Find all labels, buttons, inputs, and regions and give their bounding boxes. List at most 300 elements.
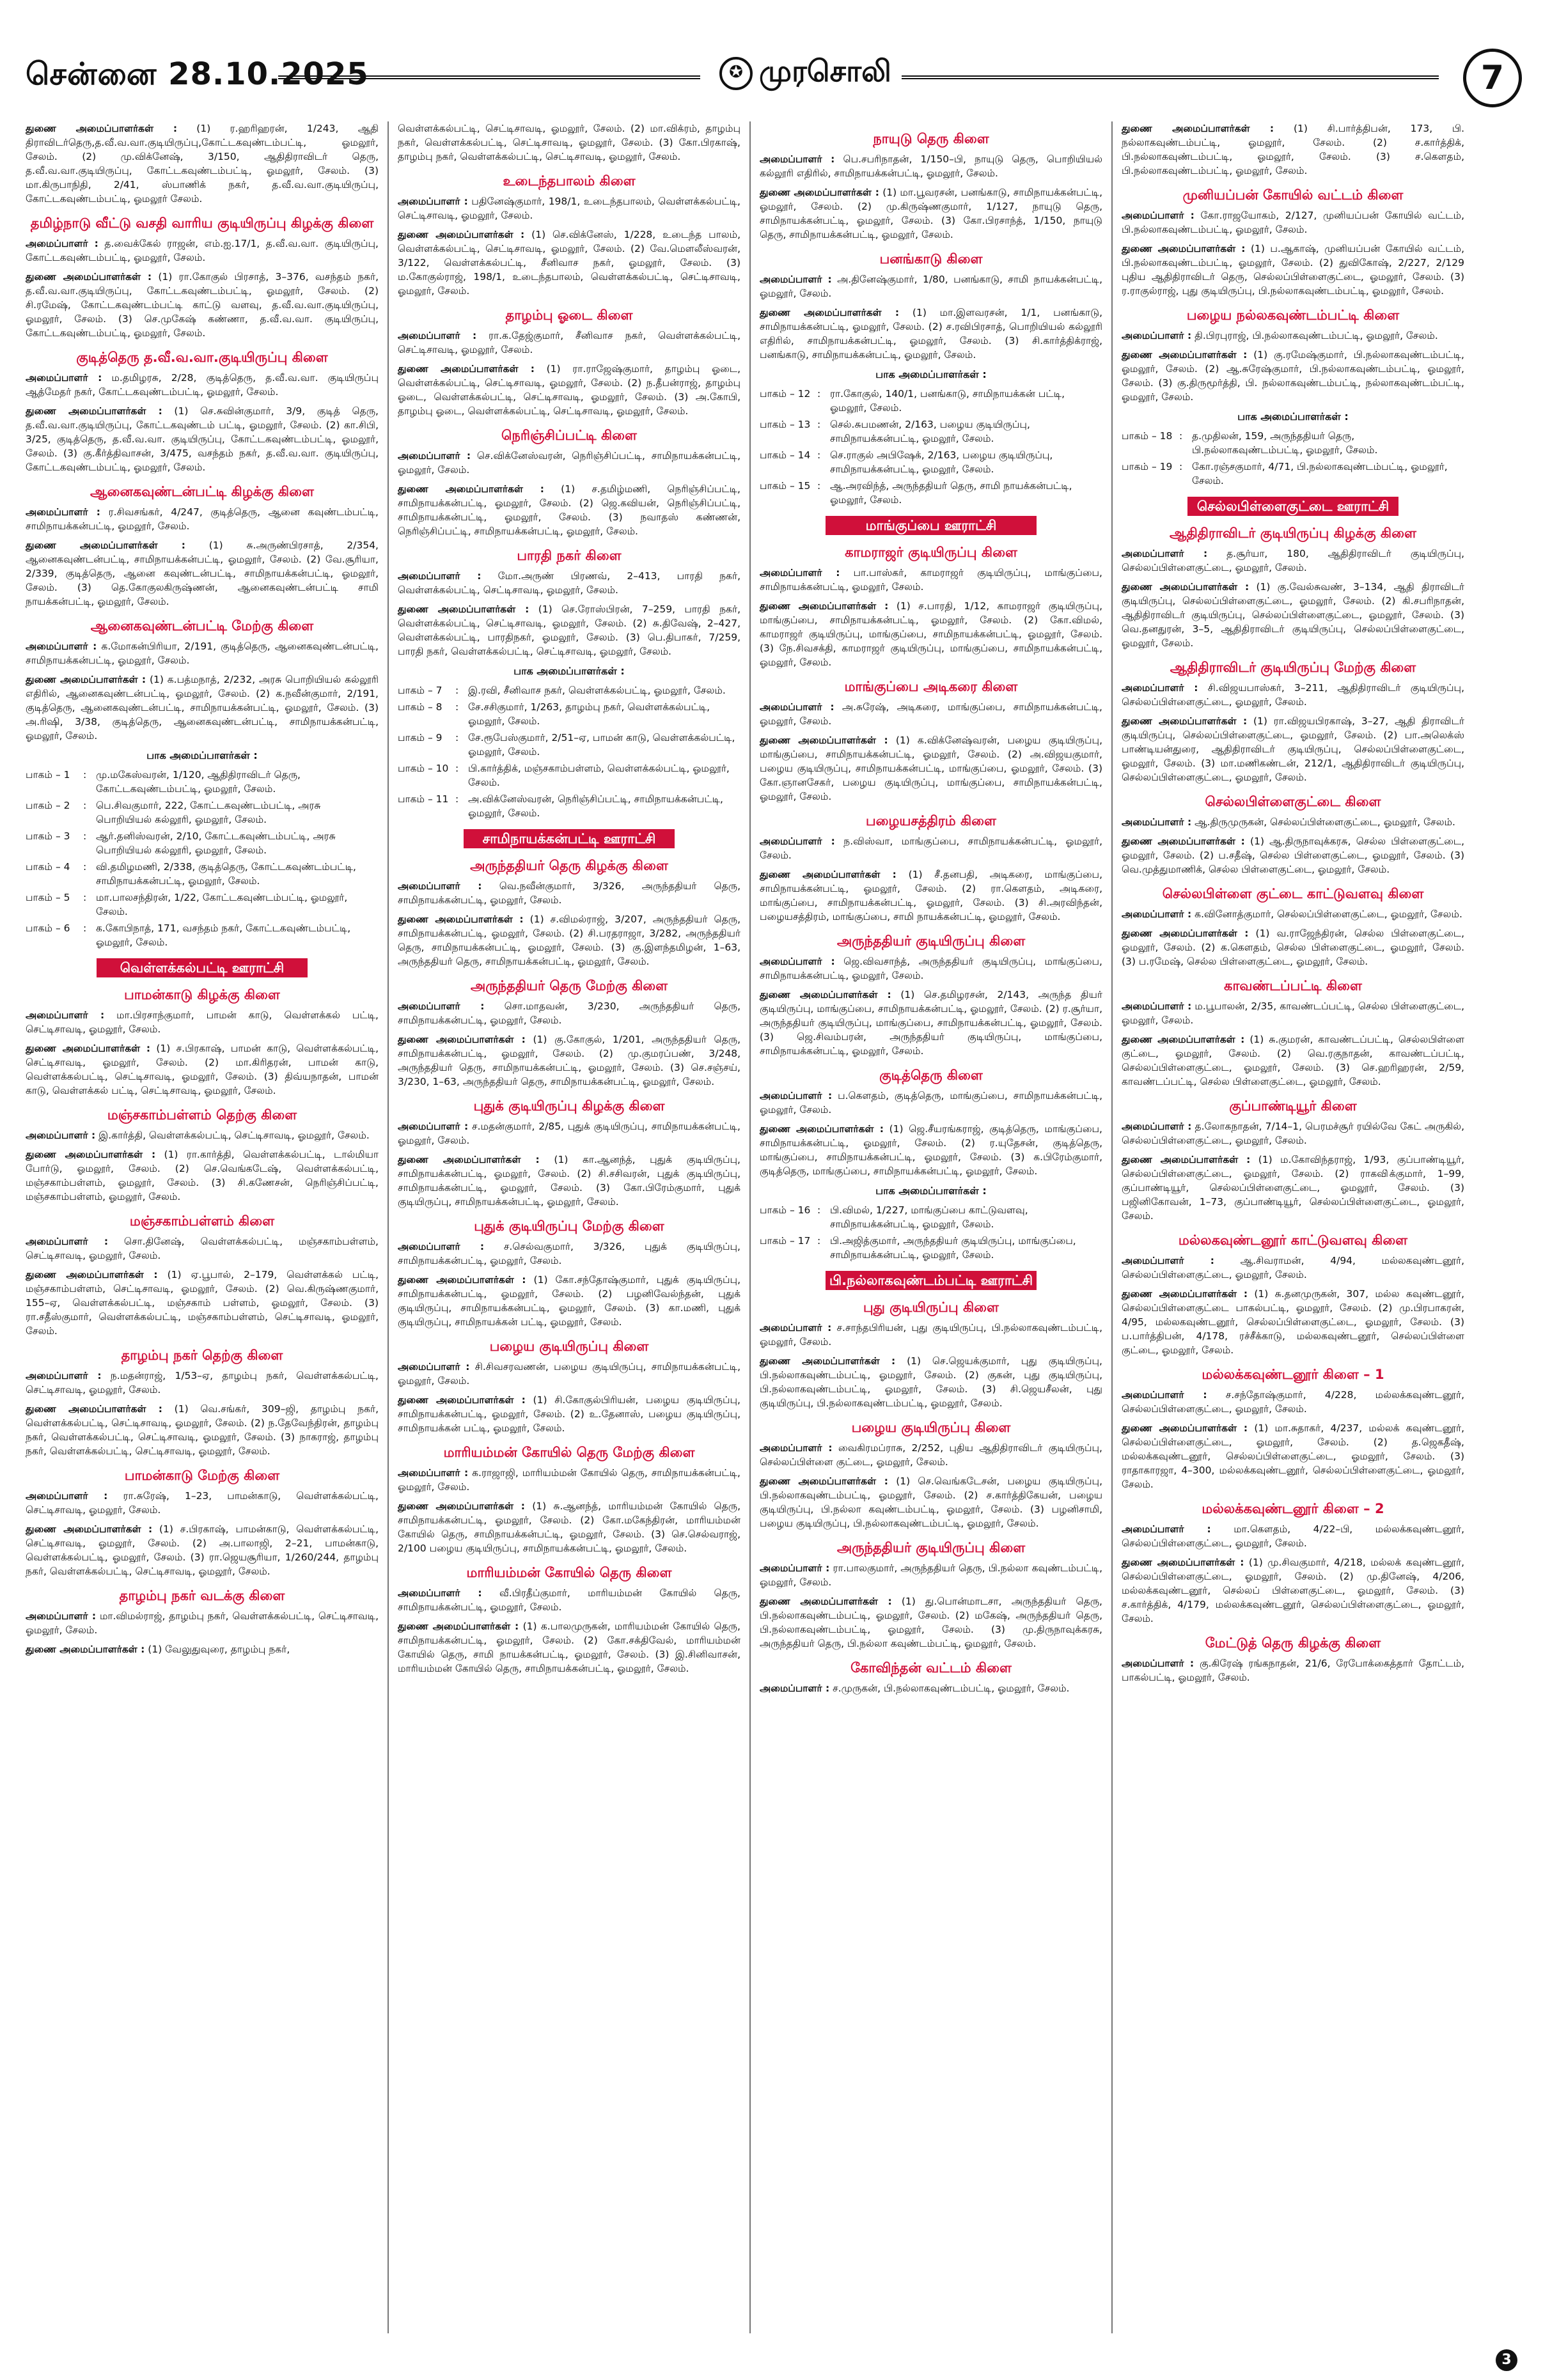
role-label: துணை அமைப்பாளர்கள் : [398, 229, 525, 240]
role-label: துணை அமைப்பாளர்கள் : [1122, 243, 1246, 254]
branch-heading: நாயுடு தெரு கிளை [873, 131, 989, 146]
booth-separator: : [83, 861, 87, 873]
office-bearer-entry [398, 449, 740, 477]
entry-text: இ.கார்த்தி, வெள்ளக்கல்பட்டி, செட்டிசாவடி, ஓமலூர், சேலம். [98, 1130, 370, 1141]
booth-row [398, 791, 740, 821]
role-label: அமைப்பாளர் : [26, 641, 97, 652]
branch-heading: தாழம்பு நகர் தெற்கு கிளை [121, 1348, 283, 1363]
office-bearer-entry [26, 1268, 379, 1338]
panchayat-banner: சாமிநாயக்கன்பட்டி ஊராட்சி [464, 829, 675, 848]
role-label: அமைப்பாளர் : [398, 880, 482, 892]
entry-text: (1) மா.பூவரசன், பனங்காடு, சாமிநாயக்கன்பட்டி, ஓமலூர், சேலம். (2) மு.கிருஷ்ணகுமார், 1/127, நாயுடு தெரு, சாமிநாயக்கன்பட்டி, ஓமலூர், சேலம். (3) கோ.பிரசாந்த், 1/150, நாயுடு தெரு, சாமிநாயக்கன்பட்டி, ஓமலூர், சேலம். [760, 187, 1102, 240]
entry-text: சி.சிவசரவணன், பழைய குடியிருப்பு, சாமிநாயக்கன்பட்டி, ஓமலூர், சேலம். [398, 1361, 740, 1387]
branch-heading: அருந்ததியர் தெரு கிழக்கு கிளை [470, 858, 668, 873]
office-bearer-entry [1122, 208, 1464, 237]
entry-text: (1) மா.இளவரசன், 1/1, பனங்காடு, சாமிநாயக்கன்பட்டி, ஓமலூர், சேலம். (2) ச.ரவிபிரசாத், பொறியியல் கல்லூரி எதிரில், சாமிநாயக்கன்பட்டி, ஓமலூர், சேலம். (3) சி.கார்த்திக்ராஜ், பனங்காடு, சாமிநாயக்கன்பட்டி, ஓமலூர், சேலம். [760, 307, 1102, 361]
entry-text: (1) கு.வேல்சுவண், 3–134, ஆதி திராவிடர் குடியிருப்பு, செல்லப்பிள்ளைகுட்டை, ஓமலூர், சேலம். (2) கி.சபரிநாதன், ஆதிதிராவிடர் குடியிருப்பு, செல்லப்பிள்ளைகுட்டை, ஓமலூர், சேலம். (3) வெ.தனதுரன், 3–5, ஆதிதிராவிடர் குடியிருப்பு, செல்லப்பிள்ளைகுட்டை, ஓமலூர், சேலம். [1122, 581, 1464, 649]
entry-text: (1) ஆ.திருநாவுக்கரசு, செல்ல பிள்ளைகுட்டை, ஓமலூர், சேலம். (2) ப.சதீஷ், செல்ல பிள்ளைகுட்டை, ஓமலூர், சேலம். (3) வெ.முத்துமாணிக், செல்ல பிள்ளைகுட்டை, ஓமலூர், சேலம். [1122, 836, 1464, 875]
branch-heading: தாழம்பு ஓடை கிளை [505, 307, 633, 323]
entry-text: (1) ஏ.பூபால், 2–179, வெள்ளக்கல் பட்டி, மஞ்சகாம்பள்ளம், செட்டிசாவடி, ஓமலூர், சேலம். (2) வெ.கிருஷ்ணகுமார், 155–ஏ, வெள்ளக்கல்பட்டி, மஞ்சகாம் பள்ளம், ஓமலூர், சேலம். (3) ரா.சதீஸ்குமார், வெள்ளக்கல்பட்டி, மஞ்சகாம்பள்ளம், செட்டிசாவடி, ஓமலூர், சேலம். [26, 1269, 379, 1337]
entry-text: (1) ச.பிரகாஷ், பாமன்காடு, வெள்ளக்கல்பட்டி, செட்டிசாவடி, ஓமலூர், சேலம். (2) அ.பாலாஜி, 2–21, பாமன்காடு, வெள்ளக்கல்பட்டி, ஓமலூர், சேலம். (3) ரா.ஜெயசூரியா, 1/260/244, தாழம்பு நகர், வெள்ளக்கல்பட்டி, செட்டிசாவடி, ஓமலூர், சேலம். [26, 1523, 379, 1577]
branch-heading: குப்பாண்டியூர் கிளை [1229, 1098, 1357, 1114]
entry-text: (1) ச.தமிழ்மணி, நெரிஞ்சிப்பட்டி, சாமிநாயக்கன்பட்டி, ஓமலூர், சேலம். (2) ஜெ.கவியன், நெரிஞ்சிப்பட்டி, சாமிநாயக்கன்பட்டி, ஓமலூர், சேலம். (3) நவாதஸ் கண்ணன், நெரிஞ்சிப்பட்டி, சாமிநாயக்கன்பட்டி, ஓமலூர், சேலம். [398, 483, 740, 537]
entry-text: ம.தமிழரசு, 2/28, குடித்தெரு, த.வீ.வ.வா. குடியிருப்பு ஆத்மேதர் நகர், கோட்டகவுண்டம்பட்டி, ஓமலூர், சேலம். [26, 372, 379, 398]
office-bearer-entry [26, 673, 379, 743]
branch-heading: பாரதி நகர் கிளை [517, 548, 622, 563]
role-label: துணை அமைப்பாளர்கள் : [26, 1043, 151, 1054]
booth-number: பாகம் – 7 [398, 685, 443, 696]
booth-agent: க.கோபிநாத், 171, வசந்தம் நகர், கோட்டகவுண்டம்பட்டி, ஓமலூர், சேலம். [96, 922, 351, 948]
booth-number: பாகம் – 14 [760, 449, 811, 461]
booth-agent: இ.ரவி, சீனிவாச நகர், வெள்ளக்கல்பட்டி, ஓமலூர், சேலம். [468, 685, 726, 696]
entry-text: (1) வெ.சங்கர், 309–ஜி, தாழம்பு நகர், வெள்ளக்கல்பட்டி, செட்டிசாவடி, ஓமலூர், சேலம். (2) ந.தேவேந்திரன், தாழம்பு நகர், வெள்ளக்கல்பட்டி, செட்டிசாவடி, ஓமலூர், சேலம். (3) நாகராஜ், தாழம்பு நகர், வெள்ளக்கல்பட்டி, செட்டிசாவடி, ஓமலூர், சேலம். [26, 1403, 379, 1457]
office-bearer-entry [760, 733, 1102, 804]
role-label: அமைப்பாளர் : [26, 1130, 96, 1141]
office-bearer-entry [398, 602, 740, 658]
role-label: துணை அமைப்பாளர்கள் : [398, 1274, 526, 1286]
booth-row [26, 889, 379, 920]
office-bearer-entry [398, 569, 740, 597]
office-bearer-entry [26, 1489, 379, 1517]
booth-table [26, 766, 379, 951]
office-bearer-entry [398, 482, 740, 538]
branch-heading: கோவிந்தன் வட்டம் கிளை [850, 1660, 1012, 1676]
branch-heading: அருந்ததியர் குடியிருப்பு கிளை [836, 1540, 1026, 1555]
role-label: துணை அமைப்பாளர்கள் : [760, 1355, 896, 1367]
entry-text: ச.சாந்தபிரியன், புது குடியிருப்பு, பி.நல்லாகவுண்டம்பட்டி, ஓமலூர், சேலம். [760, 1322, 1103, 1348]
role-label: அமைப்பாளர் : [398, 1467, 469, 1479]
branch-heading: அருந்ததியர் தெரு மேற்கு கிளை [470, 978, 668, 993]
role-label: துணை அமைப்பாளர்கள் : [26, 1149, 156, 1160]
role-label: துணை அமைப்பாளர்கள் : [1122, 928, 1249, 939]
office-bearer-entry [1122, 714, 1464, 784]
office-bearer-entry [1122, 348, 1464, 404]
entry-text: சொ.மாதவன், 3/230, அருந்ததியர் தெரு, சாமிநாயக்கன்பட்டி, ஓமலூர், சேலம். [398, 1000, 740, 1026]
office-bearer-entry [26, 1609, 379, 1637]
office-bearer-entry [398, 1032, 740, 1089]
booth-agent: ரா.கோகுல், 140/1, பனங்காடு, சாமிநாயக்கன் பட்டி, ஓமலூர், சேலம். [830, 388, 1065, 414]
role-label: துணை அமைப்பாளர்கள் : [760, 735, 888, 746]
entry-text: (1) க.பாலமுருகன், மாரியம்மன் கோயில் தெரு, சாமிநாயக்கன்பட்டி, ஓமலூர், சேலம். (2) கோ.சக்திவேல், மாரியம்மன் கோயில் தெரு, சாமி நாயக்கன்பட்டி, ஓமலூர், சேலம். (3) இ.சினிவாசன், மாரியம்மன் கோயில் தெரு, சாமிநாயக்கன்பட்டி, ஓமலூர், சேலம். [398, 1621, 740, 1674]
office-bearer-entry [1122, 1254, 1464, 1282]
branch-heading: பாமன்காடு மேற்கு கிளை [124, 1468, 280, 1483]
role-label: அமைப்பாளர் : [760, 1090, 833, 1101]
booth-number: பாகம் – 16 [760, 1204, 811, 1216]
entry-text: (1) ச.பிரகாஷ், பாமன் காடு, வெள்ளக்கல்பட்டி, செட்டிசாவடி, ஓமலூர், சேலம். (2) மா.கிரிதரன், பாமன் காடு, வெள்ளக்கல்பட்டி, செட்டிசாவடி, ஓமலூர், சேலம். (3) திவ்யநாதன், பாமன் காடு, வெள்ளக்கல் பட்டி, செட்டிசாவடி, ஓமலூர், சேலம். [26, 1043, 379, 1096]
role-label: அமைப்பாளர் : [760, 274, 832, 285]
role-label: துணை அமைப்பாளர்கள் : [398, 1034, 526, 1045]
entry-text: ம.பூபாலன், 2/35, காவண்டப்பட்டி, செல்ல பிள்ளைகுட்டை, ஓமலூர், சேலம். [1122, 1000, 1464, 1026]
role-label: அமைப்பாளர் : [1122, 210, 1194, 221]
entry-text: (1) கு.ரமேஷ்குமார், பி.நல்லாகவுண்டம்பட்டி, ஓமலூர், சேலம். (2) ஆ.சுரேஷ்குமார், பி.நல்லாகவுண்டம்பட்டி, ஓமலூர், சேலம். (3) கு.திருமூர்த்தி, பி. நல்லாகவுண்டம்பட்டி, நல்லாகவுண்டம்பட்டி, ஓமலூர், சேலம். [1122, 349, 1464, 403]
booth-table [1122, 428, 1464, 489]
office-bearer-entry [760, 1441, 1102, 1469]
entry-text: (1) சி.கோகுல்பிரியன், பழைய குடியிருப்பு, சாமிநாயக்கன்பட்டி, ஓமலூர், சேலம். (2) உ.தேனாஸ், பழைய குடியிருப்பு, சாமிநாயக்கன் பட்டி, ஓமலூர், சேலம். [398, 1394, 740, 1434]
office-bearer-entry [26, 1642, 379, 1656]
booth-row [398, 699, 740, 729]
role-label: அமைப்பாளர் : [1122, 1389, 1207, 1401]
booth-row [760, 478, 1102, 508]
entry-text: (1) சி.பார்த்திபன், 173, பி. நல்லாகவுண்டம்பட்டி, ஓமலூர், சேலம். (2) ச.கார்த்திக், பி.நல்லாகவுண்டம்பட்டி, ஓமலூர், சேலம். (3) ச.கௌதம், பி.நல்லாகவுண்டம்பட்டி, ஓமலூர், சேலம். [1122, 123, 1464, 176]
office-bearer-entry [398, 1240, 740, 1268]
office-bearer-entry [26, 1234, 379, 1263]
panchayat-banner: பி.நல்லாகவுண்டம்பட்டி ஊராட்சி [826, 1271, 1037, 1290]
office-bearer-entry [26, 270, 379, 340]
office-bearer-entry [1122, 1421, 1464, 1491]
role-label: அமைப்பாளர் : [760, 153, 835, 165]
role-label: அமைப்பாளர் : [26, 1009, 105, 1021]
role-label: அமைப்பாளர் : [1122, 682, 1198, 694]
role-label: அமைப்பாளர் : [26, 372, 102, 384]
office-bearer-entry [1122, 1522, 1464, 1550]
office-bearer-entry [1122, 907, 1464, 921]
office-bearer-entry [760, 988, 1102, 1058]
booth-separator: : [455, 793, 459, 805]
role-label: அமைப்பாளர் : [26, 1490, 108, 1502]
booth-row [26, 766, 379, 797]
branch-heading: புதுக் குடியிருப்பு மேற்கு கிளை [474, 1218, 664, 1234]
page-mark: 3 [1496, 2349, 1517, 2371]
role-label: துணை அமைப்பாளர்கள் : [760, 600, 889, 612]
entry-text: செ.விக்னேஸ்வரன், நெரிஞ்சிப்பட்டி, சாமிநாயக்கன்பட்டி, ஓமலூர், சேலம். [398, 450, 740, 476]
booth-agent: ஆர்.தனிஸ்வரன், 2/10, கோட்டகவுண்டம்பட்டி, அரசு பொறியியல் கல்லூரி, ஓமலூர், சேலம். [96, 830, 336, 856]
branch-heading: ஆனைகவுண்டன்பட்டி மேற்கு கிளை [90, 618, 314, 634]
role-label: துணை அமைப்பாளர்கள் : [26, 540, 185, 551]
entry-text: சொ.தினேஷ், வெள்ளக்கல்பட்டி, மஞ்சகாம்பள்ளம், செட்டிசாவடி, ஓமலூர், சேலம். [26, 1236, 379, 1261]
office-bearer-entry [1122, 1656, 1464, 1684]
entry-text: (1) செ.ஜெயக்குமார், புது குடியிருப்பு, பி.நல்லாகவுண்டம்பட்டி, ஓமலூர், சேலம். (2) குகன், புது குடியிருப்பு, பி.நல்லாகவுண்டம்பட்டி, ஓமலூர், சேலம். (3) சி.ஜெயசீலன், புது குடியிருப்பு, பி.நல்லாகவுண்டம்பட்டி, ஓமலூர், சேலம். [760, 1355, 1102, 1409]
role-label: துணை அமைப்பாளர்கள் : [398, 1394, 526, 1406]
booth-number: பாகம் – 10 [398, 763, 449, 774]
column-1 [26, 121, 388, 2333]
panchayat-banner: வெள்ளக்கல்பட்டி ஊராட்சி [97, 958, 308, 977]
booth-separator: : [455, 701, 459, 713]
office-bearer-entry [1122, 1555, 1464, 1626]
entry-text: வீ.பிரதீப்குமார், மாரியம்மன் கோயில் தெரு, சாமிநாயக்கன்பட்டி, ஓமலூர், சேலம். [398, 1587, 740, 1613]
booth-number: பாகம் – 3 [26, 830, 70, 842]
branch-heading: பழைய குடியிருப்பு கிளை [489, 1339, 649, 1354]
entry-text: த.லோகநாதன், 7/14–1, பெரமச்சூர் ரயில்வே கேட் அருகில், செல்லப்பிள்ளைகுட்டை, ஓமலூர், சேலம். [1122, 1121, 1464, 1146]
booth-number: பாகம் – 17 [760, 1235, 811, 1247]
office-bearer-entry [398, 999, 740, 1027]
booth-table [760, 385, 1102, 508]
booth-number: பாகம் – 11 [398, 793, 449, 805]
article-columns [26, 121, 1522, 2333]
branch-heading: மஞ்சகாம்பள்ளம் தெற்கு கிளை [107, 1107, 297, 1123]
role-label: அமைப்பாளர் : [1122, 548, 1208, 559]
office-bearer-entry [26, 121, 379, 206]
column-3 [749, 121, 1111, 2333]
booth-row [26, 797, 379, 828]
entry-text: (1) வேலுதுவுரை, தாழம்பு நகர், [148, 1644, 290, 1655]
office-bearer-entry [26, 1522, 379, 1578]
role-label: துணை அமைப்பாளர்கள் : [26, 271, 152, 283]
entry-text: (1) வ.ராஜேந்திரன், செல்ல பிள்ளைகுட்டை, ஓமலூர், சேலம். (2) க.கௌதம், செல்ல பிள்ளைகுட்டை, ஓமலூர், சேலம். (3) ப.ரமேஷ், செல்ல பிள்ளைகுட்டை, ஓமலூர், சேலம். [1122, 928, 1464, 967]
office-bearer-entry [760, 566, 1102, 594]
branch-heading: ஆதிதிராவிடர் குடியிருப்பு கிழக்கு கிளை [1170, 525, 1416, 541]
role-label: அமைப்பாளர் : [398, 450, 471, 462]
booth-subheading: பாக அமைப்பாளர்கள் : [875, 368, 987, 380]
entry-text: ரா.க.தேஜ்குமார், சீனிவாச நகர், வெள்ளக்கல்பட்டி, செட்டிசாவடி, ஓமலூர், சேலம். [398, 330, 740, 355]
booth-agent: பி.கார்த்திக், மஞ்சகாம்பள்ளம், வெள்ளக்கல்பட்டி, ஓமலூர், சேலம். [468, 763, 730, 788]
booth-agent: பி.அஜித்குமார், அருந்ததியர் குடியிருப்பு, மாங்குப்பை, சாமிநாயக்கன்பட்டி, ஓமலூர், சேலம். [830, 1235, 1076, 1261]
booth-row [760, 385, 1102, 416]
entry-text: (1) செ.வெங்கடேசன், பழைய குடியிருப்பு, பி.நல்லாகவுண்டம்பட்டி, ஓமலூர், சேலம். (2) ச.கார்த்திகேயன், பழைய குடியிருப்பு, பி.நல்லா கவுண்டம்பட்டி, ஓமலூர், சேலம். (3) பழனிசாமி, பழைய குடியிருப்பு, பி.நல்லாகவுண்டம்பட்டி, ஓமலூர், சேலம். [760, 1475, 1102, 1529]
entry-text: (1) சீ.தனபதி, அடிகரை, மாங்குப்பை, சாமிநாயக்கன்பட்டி, ஓமலூர், சேலம். (2) ரா.கௌதம், அடிகரை, மாங்குப்பை, சாமிநாயக்கன்பட்டி, ஓமலூர், சேலம். (3) சி.அரவிந்தன், பழையசத்திரம், மாங்குப்பை, சாமி நாயக்கன்பட்டி, ஓமலூர், சேலம். [760, 869, 1103, 922]
entry-text: (1) மா.சுதாகர், 4/237, மல்லக் கவுண்டனூர், செல்லப்பிள்ளைகுட்டை, ஓமலூர், சேலம். (2) த.ஜெகதீஷ், மல்லக்கவுண்டனூர், செல்லப்பிள்ளைகுட்டை, ஓமலூர், சேலம். (3) ராதாகாரஜா, 4–300, மல்லக்கவுண்டனூர், செல்லப்பிள்ளைகுட்டை, ஓமலூர், சேலம். [1122, 1422, 1464, 1490]
office-bearer-entry [398, 1466, 740, 1494]
role-label: அமைப்பாளர் : [398, 1587, 482, 1599]
office-bearer-entry [760, 1681, 1102, 1695]
role-label: துணை அமைப்பாளர்கள் : [1122, 1034, 1245, 1045]
role-label: துணை அமைப்பாளர்கள் : [26, 1403, 162, 1415]
entry-text: வைகிரமப்ராசு, 2/252, புதிய ஆதிதிராவிடர் குடியிருப்பு, செல்லப்பிள்ளை குட்டை, ஓமலூர், சேலம். [760, 1442, 1102, 1468]
role-label: துணை அமைப்பாளர்கள் : [398, 1621, 519, 1632]
entry-text: (1) கா.ஆனந்த், புதுக் குடியிருப்பு, சாமிநாயக்கன்பட்டி, ஓமலூர், சேலம். (2) சி.சசிவரன், புதுக் குடியிருப்பு, சாமிநாயக்கன்பட்டி, ஓமலூர், சேலம். (3) கோ.பிரேம்குமார், புதுக் குடியிருப்பு, சாமிநாயக்கன்பட்டி, ஓமலூர், சேலம். [398, 1154, 740, 1208]
entry-text: ஆ.திருமுருகன், செல்லப்பிள்ளைகுட்டை, ஓமலூர், சேலம். [1194, 816, 1455, 828]
entry-text: ஆ.சிவராமன், 4/94, மல்லகவுண்டனூர், செல்லப்பிள்ளைகுட்டை, ஓமலூர், சேலம். [1122, 1255, 1464, 1280]
office-bearer-entry [398, 1619, 740, 1676]
role-label: அமைப்பாளர் : [398, 196, 468, 207]
role-label: துணை அமைப்பாளர்கள் : [26, 1523, 153, 1535]
office-bearer-entry [1122, 1032, 1464, 1089]
panchayat-banner: மாங்குப்பை ஊராட்சி [826, 516, 1037, 535]
entry-text: (1) கு.கோகுல், 1/201, அருந்ததியர் தெரு, சாமிநாயக்கன்பட்டி, ஓமலூர், சேலம். (2) மு.குமரப்பண், 3/248, அருந்ததியர் தெரு, சாமிநாயக்கன்பட்டி, ஓமலூர், சேலம். (3) செ.சஞ்சய், 3/230, 1–63, அருந்ததியர் தெரு, சாமிநாயக்கன்பட்டி, ஓமலூர், சேலம். [398, 1034, 740, 1087]
office-bearer-entry [26, 505, 379, 533]
entry-text: மா.கௌதம், 4/22–பி, மல்லக்கவுண்டனூர், செல்லப்பிள்ளைகுட்டை, ஓமலூர், சேலம். [1122, 1523, 1464, 1549]
role-label: துணை அமைப்பாளர்கள் : [1122, 123, 1274, 134]
booth-row [760, 1233, 1102, 1263]
office-bearer-entry [760, 954, 1102, 983]
entry-text: ர.சிவசங்கர், 4/247, குடித்தெரு, ஆனை கவுண்டம்பட்டி, சாமிநாயக்கன்பட்டி, ஓமலூர், சேலம். [26, 506, 379, 532]
office-bearer-entry [26, 237, 379, 265]
office-bearer-entry [1122, 1388, 1464, 1416]
booth-subheading: பாக அமைப்பாளர்கள் : [875, 1185, 987, 1197]
office-bearer-entry [760, 599, 1102, 669]
branch-heading: மல்லக்கவுண்டனூர் கிளை – 1 [1202, 1367, 1384, 1382]
entry-text: க.வினோத்குமார், செல்லப்பிள்ளைகுட்டை, ஓமலூர், சேலம். [1194, 908, 1462, 920]
entry-text: (1) ர.ஹரிஹரன், 1/243, ஆதி திராவிடர்தெரு,த.வீ.வ.வா.குடியிருப்பு,கோட்டகவுண்டம்பட்டி, ஓமலூர், சேலம். (2) மு.விக்னேஷ், 3/150, ஆதிதிராவிடர் தெரு, த.வீ.வ.வா.குடியிருப்பு, கோட்டகவுண்டம்பட்டி, ஓமலூர், சேலம். (3) மா.கிருபாநிதி, 2/41, ஸ்பாணிக் நகர், த.வீ.வ.வா.குடியிருப்பு, கோட்டகவுண்டம்பட்டி, ஓமலூர் சேலம். [26, 123, 379, 205]
entry-text: அ.தினேஷ்குமார், 1/80, பனங்காடு, சாமி நாயக்கன்பட்டி, ஓமலூர், சேலம். [760, 274, 1103, 299]
entry-text: வெள்ளக்கல்பட்டி, செட்டிசாவடி, ஓமலூர், சேலம். (2) மா.விக்ரம், தாழம்பு நகர், வெள்ளக்கல்பட்டி, செட்டிசாவடி, ஓமலூர், சேலம். (3) கோ.பிரகாஷ், தாழம்பு நகர், வெள்ளக்கல்பட்டி, செட்டிசாவடி, ஓமலூர், சேலம். [398, 123, 740, 162]
role-label: அமைப்பாளர் : [398, 1121, 469, 1132]
entry-text: சி.விஜயபாஸ்கர், 3–211, ஆதிதிராவிடர் குடியிருப்பு, செல்லப்பிள்ளைகுட்டை, ஓமலூர், சேலம். [1122, 682, 1464, 708]
role-label: துணை அமைப்பாளர்கள் : [760, 187, 879, 198]
role-label: அமைப்பாளர் : [760, 1442, 833, 1454]
role-label: துணை அமைப்பாளர்கள் : [1122, 1557, 1244, 1568]
booth-separator: : [455, 763, 459, 774]
booth-separator: : [817, 388, 821, 400]
booth-number: பாகம் – 18 [1122, 430, 1173, 442]
role-label: துணை அமைப்பாளர்கள் : [26, 1644, 145, 1655]
branch-heading: மஞ்சகாம்பள்ளம் கிளை [129, 1213, 275, 1229]
office-bearer-entry [398, 1153, 740, 1209]
office-bearer-entry [26, 1128, 379, 1142]
entry-text: பெ.சபரிநாதன், 1/150–பி, நாயுடு தெரு, பொறியியல் கல்லூரி எதிரில், சாமிநாயக்கன்பட்டி, ஓமலூர், சேலம். [760, 153, 1102, 179]
branch-heading: புது குடியிருப்பு கிளை [863, 1300, 999, 1315]
column-4 [1111, 121, 1473, 2333]
role-label: துணை அமைப்பாளர்கள் : [26, 405, 162, 417]
entry-text: ச.செல்வகுமார், 3/326, புதுக் குடியிருப்பு, சாமிநாயக்கன்பட்டி, ஓமலூர், சேலம். [398, 1241, 740, 1266]
office-bearer-entry [26, 1008, 379, 1036]
role-label: அமைப்பாளர் : [1122, 1255, 1214, 1266]
branch-heading: ஆதிதிராவிடர் குடியிருப்பு மேற்கு கிளை [1170, 660, 1416, 675]
entry-text: பா.பாஸ்கர், காமராஜர் குடியிருப்பு, மாங்குப்பை, சாமிநாயக்கன்பட்டி, ஓமலூர், சேலம். [760, 567, 1102, 593]
entry-text: (1) சு.தனமுருகன், 307, மல்ல கவுண்டனூர், செல்லப்பிள்ளைகுட்டை பாகல்பட்டி, ஓமலூர், சேலம். (2) மு.பிரபாகரன், 4/95, மல்லகவுண்டனூர், செல்லப்பிள்ளைகுட்டை, ஓமலூர், சேலம். (3) ப.பார்த்திபன், 4/178, ரச்சீக்காடு, மல்லகவுண்டனூர், செல்லப்பிள்ளை குட்டை, ஓமலூர், சேலம். [1122, 1288, 1465, 1356]
entry-text: மா.விமல்ராஜ், தாழம்பு நகர், வெள்ளக்கல்பட்டி, செட்டிசாவடி, ஓமலூர், சேலம். [26, 1610, 379, 1636]
booth-agent: பி.விமல், 1/227, மாங்குப்பை காட்டுவளவு, சாமிநாயக்கன்பட்டி, ஓமலூர், சேலம். [830, 1204, 1028, 1230]
entry-text: க.மோகன்பிரியா, 2/191, குடித்தெரு, ஆனைகவுண்டன்பட்டி, சாமிநாயக்கன்பட்டி, ஓமலூர், சேலம். [26, 641, 379, 666]
masthead-logo [719, 54, 891, 93]
office-bearer-entry [398, 879, 740, 907]
column-2 [388, 121, 749, 2333]
role-label: அமைப்பாளர் : [26, 506, 100, 518]
booth-agent: சே.சசிகுமார், 1/263, தாழம்பு நகர், வெள்ளக்கல்பட்டி, ஓமலூர், சேலம். [468, 701, 710, 727]
booth-separator: : [83, 892, 87, 903]
role-label: துணை அமைப்பாளர்கள் : [760, 989, 891, 1000]
office-bearer-entry [760, 1122, 1102, 1178]
office-bearer-entry [1122, 1153, 1464, 1223]
booth-agent: செ.ராகுல் அபிஷேக், 2/163, பழைய குடியிருப்பு, சாமிநாயக்கன்பட்டி, ஓமலூர், சேலம். [830, 449, 1053, 475]
booth-separator: : [83, 769, 87, 781]
office-bearer-entry [760, 1474, 1102, 1530]
office-bearer-entry [26, 404, 379, 474]
entry-text: (1) க.பத்மநாத், 2/232, அரசு பொறியியல் கல்லூரி எதிரில், ஆனைகவுண்டன்பட்டி, ஓமலூர், சேலம். (2) க.நவீன்குமார், 2/191, குடித்தெரு, ஆனைகவுண்டன்பட்டி, சாமிநாயக்கன்பட்டி, ஓமலூர், சேலம். (3) அ.ரிஷி, 3/38, குடித்தெரு, ஆனைகவுண்டன்பட்டி, சாமிநாயக்கன்பட்டி, ஓமலூர், சேலம். [26, 674, 379, 742]
role-label: அமைப்பாளர் : [26, 1610, 97, 1622]
booth-separator: : [817, 449, 821, 461]
entry-text: (1) ஜெ.சீயரங்கராஜ், குடித்தெரு, மாங்குப்பை, சாமிநாயக்கன்பட்டி, ஓமலூர், சேலம். (2) ர.யுதேசன், குடித்தெரு, மாங்குப்பை, சாமிநாயக்கன்பட்டி, ஓமலூர், சேலம். (3) க.பிரேம்குமார், குடித்தெரு, மாங்குப்பை, சாமிநாயக்கன்பட்டி, ஓமலூர், சேலம். [760, 1123, 1102, 1177]
masthead-rule-right [902, 75, 1439, 79]
entry-text: ஜெ.விவசாந்த், அருந்ததியர் குடியிருப்பு, மாங்குப்பை, சாமிநாயக்கன்பட்டி, ஓமலூர், சேலம். [760, 956, 1102, 981]
office-bearer-entry [398, 1273, 740, 1329]
branch-heading: செல்லபிள்ளை குட்டை காட்டுவளவு கிளை [1162, 886, 1424, 901]
role-label: துணை அமைப்பாளர்கள் : [760, 1123, 884, 1135]
entry-text: (1) சு.ஆனந்த், மாரியம்மன் கோயில் தெரு, சாமிநாயக்கன்பட்டி, ஓமலூர், சேலம். (2) கோ.மகேந்திரன், மாரியம்மன் கோயில் தெரு, சாமிநாயக்கன்பட்டி, ஓமலூர், சேலம். (3) செ.செல்வராஜ், 2/100 பழைய குடியிருப்பு, சாமிநாயக்கன்பட்டி, ஓமலூர், சேலம். [398, 1500, 740, 1554]
role-label: துணை அமைப்பாளர்கள் : [26, 123, 178, 134]
office-bearer-entry [398, 1360, 740, 1388]
entry-text: (1) ரா.கோகுல் பிரசாத், 3–376, வசந்தம் நகர், த.வீ.வ.வா.குடியிருப்பு, கோட்டகவுண்டம்பட்டி, ஓமலூர், சேலம். (2) சி.ரமேஷ், கோட்டகவுண்டம்பட்டி காட்டு வளவு, த.வீ.வ.வா.குடியிருப்பு, ஓமலூர், சேலம். (3) செ.முகேஷ் கண்ணா, த.வீ.வ.வா. குடியிருப்பு, கோட்டகவுண்டம்பட்டி, ஓமலூர், சேலம். [26, 271, 379, 339]
office-bearer-entry [760, 272, 1102, 300]
role-label: துணை அமைப்பாளர்கள் : [760, 1475, 888, 1487]
role-label: துணை அமைப்பாளர்கள் : [26, 1269, 158, 1280]
office-bearer-entry [398, 1119, 740, 1147]
entry-text: ந.மதன்ராஜ், 1/53–ஏ, தாழம்பு நகர், வெள்ளக்கல்பட்டி, செட்டிசாவடி, ஓமலூர், சேலம். [26, 1370, 379, 1396]
masthead-rule-left [278, 75, 700, 79]
office-bearer-entry [1122, 926, 1464, 968]
office-bearer-entry [1122, 547, 1464, 575]
booth-separator: : [455, 732, 459, 743]
entry-text: (1) சு.குமரன், காவண்டப்பட்டி, செல்லபிள்ளை குட்டை, ஓமலூர், சேலம். (2) வெ.ரகுநாதன், காவண்டப்பட்டி, செல்லப்பிள்ளைகுட்டை, ஓமலூர், சேலம். (3) செ.ஹரிஹரன், 2/59, காவண்டப்பட்டி, செல்ல பிள்ளைகுட்டை, ஓமலூர், சேலம். [1122, 1034, 1464, 1087]
role-label: துணை அமைப்பாளர்கள் : [398, 483, 544, 495]
role-label: அமைப்பாளர் : [760, 1683, 830, 1694]
booth-number: பாகம் – 13 [760, 419, 811, 430]
role-label: அமைப்பாளர் : [1122, 1658, 1194, 1669]
entry-text: (1) சு.அருண்பிரசாத், 2/354, ஆனைகவுண்டன்பட்டி, சாமிநாயக்கன்பட்டி, ஓமலூர், சேலம். (2) வே.சூரியா, 2/339, குடித்தெரு, ஆனை கவுண்டன்பட்டி, சாமிநாயக்கன்பட்டி, ஓமலூர், சேலம். (3) தெ.கோகுலகிருஷ்ணன், ஆனைகவுண்டன்பட்டி சாமி நாயக்கன்பட்டி, ஓமலூர், சேலம். [26, 540, 379, 607]
branch-heading: குடித்தெரு த.வீ.வ.வா.குடியிருப்பு கிளை [76, 350, 328, 365]
branch-heading: காமராஜர் குடியிருப்பு கிளை [845, 545, 1017, 560]
role-label: அமைப்பாளர் : [760, 567, 840, 579]
branch-heading: செல்லபிள்ளைகுட்டை கிளை [1205, 794, 1381, 809]
branch-heading: பனங்காடு கிளை [879, 251, 983, 267]
entry-text: (1) ப.ஆகாஷ், முனியப்பன் கோயில் வட்டம், பி.நல்லாகவுண்டம்பட்டி, ஓமலூர், சேலம். (2) துவிகோஷ், 2/227, 2/129 புதிய ஆதிதிராவிடர் தெரு, செல்லப்பிள்ளைகுட்டை, ஓமலூர், சேலம். (3) ர.ராகுல்ராஜ், புது குடியிருப்பு, பி.நல்லாகவுண்டம்பட்டி, ஓமலூர், சேலம். [1122, 243, 1464, 297]
booth-number: பாகம் – 4 [26, 861, 70, 873]
entry-text: ரா.பாலகுமார், அருந்ததியர் தெரு, பி.நல்லா கவுண்டம்பட்டி, ஓமலூர், சேலம். [760, 1562, 1102, 1588]
entry-text: (1) ரா.ராஜேஷ்குமார், தாழம்பு ஓடை, வெள்ளக்கல்பட்டி, செட்டிசாவடி, ஓமலூர், சேலம். (2) ந.தீபன்ராஜ், தாழம்பு ஓடை, வெள்ளக்கல்பட்டி, செட்டிசாவடி, ஓமலூர், சேலம். (3) அ.கோபி, தாழம்பு ஓடை, வெள்ளக்கல்பட்டி, செட்டிசாவடி, ஓமலூர், சேலம். [398, 363, 741, 417]
booth-agent: மா.பாலசந்திரன், 1/22, கோட்டகவுண்டம்பட்டி, ஓமலூர், சேலம். [96, 892, 348, 917]
role-label: அமைப்பாளர் : [26, 238, 98, 249]
branch-heading: குடித்தெரு கிளை [879, 1068, 983, 1083]
booth-number: பாகம் – 15 [760, 480, 811, 492]
booth-separator: : [83, 922, 87, 934]
entry-text: ப.கௌதம், குடித்தெரு, மாங்குப்பை, சாமிநாயக்கன்பட்டி, ஓமலூர், சேலம். [760, 1090, 1102, 1116]
branch-heading: மல்லக்கவுண்டனூர் கிளை – 2 [1202, 1501, 1384, 1516]
entry-text: (1) ரா.கார்த்தி, வெள்ளக்கல்பட்டி, டால்மியா போர்டு, ஓமலூர், சேலம். (2) செ.வெங்கடேஷ், வெள்ளக்கல்பட்டி, மஞ்சகாம்பள்ளம், ஓமலூர், சேலம். (3) சி.கணேசன், நெரிஞ்சிப்பட்டி, மஞ்சகாம்பள்ளம், ஓமலூர், சேலம். [26, 1149, 379, 1202]
office-bearer-entry [1122, 1119, 1464, 1147]
office-bearer-entry [1122, 121, 1464, 178]
role-label: அமைப்பாளர் : [760, 1562, 830, 1574]
booth-row [760, 1202, 1102, 1233]
role-label: துணை அமைப்பாளர்கள் : [1122, 715, 1248, 727]
booth-row [760, 416, 1102, 447]
office-bearer-entry [760, 306, 1102, 362]
office-bearer-entry [1122, 1287, 1464, 1357]
branch-heading: முனியப்பன் கோயில் வட்டம் கிளை [1182, 187, 1404, 203]
entry-text: த.வைக்கேல் ராஜன், எம்.ஐ.17/1, த.வீ.வ.வா. குடியிருப்பு, கோட்டகவுண்டம்பட்டி, ஓமலூர், சேலம். [26, 238, 379, 263]
entry-text: ச.மதன்குமார், 2/85, புதுக் குடியிருப்பு, சாமிநாயக்கன்பட்டி, ஓமலூர், சேலம். [398, 1121, 740, 1146]
booth-agent: சே.ரூபேஸ்குமார், 2/51–ஏ, பாமன் காடு, வெள்ளக்கல்பட்டி, ஓமலூர், சேலம். [468, 732, 735, 758]
booth-agent: ஆ.அரவிந்த், அருந்ததியர் தெரு, சாமி நாயக்கன்பட்டி, ஓமலூர், சேலம். [830, 480, 1072, 506]
role-label: துணை அமைப்பாளர்கள் : [398, 1154, 540, 1165]
booth-number: பாகம் – 1 [26, 769, 70, 781]
entry-text: (1) க.விக்னேஷ்வரன், பழைய குடியிருப்பு, மாங்குப்பை, சாமிநாயக்கன்பட்டி, ஓமலூர், சேலம். (2) அ.விஜயகுமார், பழைய குடியிருப்பு, சாமிநாயக்கன்பட்டி, மாங்குப்பை, ஓமலூர், சேலம். (3) கோ.ஞானசேகர், பழைய குடியிருப்பு, மாங்குப்பை, சாமிநாயக்கன்பட்டி, ஓமலூர், சேலம். [760, 735, 1102, 802]
booth-agent: அ.விக்னேஸ்வரன், நெரிஞ்சிப்பட்டி, சாமிநாயக்கன்பட்டி, ஓமலூர், சேலம். [468, 793, 723, 819]
branch-heading: மாரியம்மன் கோயில் தெரு கிளை [466, 1565, 672, 1580]
branch-heading: பழைய குடியிருப்பு கிளை [851, 1420, 1011, 1435]
role-label: அமைப்பாளர் : [760, 836, 835, 847]
office-bearer-entry [760, 1561, 1102, 1589]
entry-text: (1) ரா.விஜயபிரகாஷ், 3–27, ஆதி திராவிடர் குடியிருப்பு, செல்லப்பிள்ளைகுட்டை, ஓமலூர், சேலம். (2) பா.அலெக்ஸ் பாண்டியன்துரை, ஆதிதிராவிடர் குடியிருப்பு, செல்லப்பிள்ளைகுட்டை, ஓமலூர், சேலம். (3) மா.மணிகண்டன், 212/1, ஆதிதிராவிடர் குடியிருப்பு, செல்லப்பிள்ளைகுட்டை, ஓமலூர், சேலம். [1122, 715, 1464, 783]
role-label: துணை அமைப்பாளர்கள் : [26, 674, 146, 685]
booth-separator: : [1179, 461, 1183, 472]
page-number: 7 [1463, 49, 1522, 107]
booth-separator: : [817, 480, 821, 492]
branch-heading: அருந்ததியர் குடியிருப்பு கிளை [836, 933, 1026, 949]
booth-agent: மு.மகேஸ்வரன், 1/120, ஆதிதிராவிடர் தெரு, கோட்டகவுண்டம்பட்டி, ஓமலூர், சேலம். [96, 769, 301, 795]
office-bearer-entry [398, 1586, 740, 1614]
office-bearer-entry [1122, 242, 1464, 298]
booth-agent: பெ.சிவகுமார், 222, கோட்டகவுண்டம்பட்டி, அரசு பொறியியல் கல்லூரி, ஓமலூர், சேலம். [96, 800, 321, 825]
role-label: அமைப்பாளர் : [26, 1236, 109, 1247]
entry-text: பதினேஷ்குமார், 198/1, உடைந்தபாலம், வெள்ளக்கல்பட்டி, செட்டிசாவடி, ஓமலூர், சேலம். [398, 196, 740, 221]
entry-text: வெ.நவீன்குமார், 3/326, அருந்ததியர் தெரு, சாமிநாயக்கன்பட்டி, ஓமலூர், சேலம். [398, 880, 740, 906]
booth-agent: கோ.ரஞ்சகுமார், 4/71, பி.நல்லாகவுண்டம்பட்டி, ஓமலூர், சேலம். [1192, 461, 1448, 486]
role-label: அமைப்பாளர் : [398, 330, 477, 341]
role-label: அமைப்பாளர் : [398, 1361, 470, 1373]
entry-text: மோ.அருண் பிரணவ், 2–413, பாரதி நகர், வெள்ளக்கல்பட்டி, செட்டிசாவடி, ஓமலூர், சேலம். [398, 570, 740, 596]
office-bearer-entry [1122, 329, 1464, 343]
entry-text: (1) ம.கோவிந்தராஜ், 1/93, குப்பாண்டியூர், செல்லப்பிள்ளைகுட்டை, ஓமலூர், சேலம். (2) ராகவி்க்குமார், 1–99, குப்பாண்டியூர், செல்லப்பிள்ளைகுட்டை, ஓமலூர், சேலம். (3) பஜினிகோவன், 1–73, குப்பாண்டியூர், செல்லப்பிள்ளைகுட்டை, ஓமலூர், சேலம். [1122, 1154, 1465, 1222]
role-label: துணை அமைப்பாளர்கள் : [1122, 349, 1248, 361]
booth-number: பாகம் – 9 [398, 732, 443, 743]
branch-heading: பழையசத்திரம் கிளை [865, 813, 996, 828]
entry-text: க.ராஜாஜி, மாரியம்மன் கோயில் தெரு, சாமிநாயக்கன்பட்டி, ஓமலூர், சேலம். [398, 1467, 740, 1493]
branch-heading: மாரியம்மன் கோயில் தெரு மேற்கு கிளை [443, 1445, 695, 1460]
office-bearer-entry [760, 834, 1102, 862]
role-label: துணை அமைப்பாளர்கள் : [760, 869, 897, 880]
office-bearer-entry [1122, 681, 1464, 709]
branch-heading: காவண்டப்பட்டி கிளை [1224, 978, 1362, 993]
booth-row [1122, 458, 1464, 489]
